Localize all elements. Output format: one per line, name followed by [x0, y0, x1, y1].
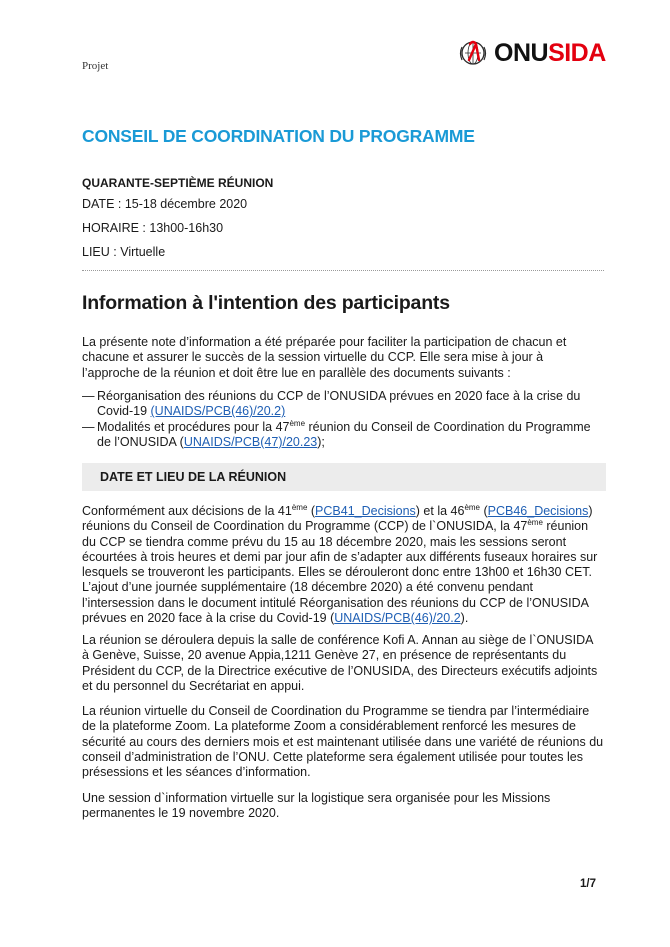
text-line: La réunion virtuelle du Conseil de Coordination du Programme se tiendra par l’intermédiaire — [82, 704, 590, 718]
text-line: réunion — [542, 519, 589, 534]
meeting-place: LIEU : Virtuelle — [82, 245, 166, 259]
onusida-logo — [456, 38, 606, 68]
document-list — [82, 389, 607, 450]
text-line: conseil d’administration de l’ONU. Cette plateforme sera également utilisée pour toutes les — [82, 749, 583, 764]
superscript: ème — [289, 418, 306, 428]
dash-marker: — — [82, 389, 95, 403]
list-item — [82, 389, 607, 420]
text-line: La présente note d’information a été préparée pour faciliter la participation de chacun et — [82, 335, 567, 349]
dotted-divider — [82, 270, 604, 271]
text-line: Modalités et procédures pour la 47 — [97, 419, 290, 434]
doc-link-pcb47-20-23[interactable]: UNAIDS/PCB(47)/20.23 — [183, 434, 318, 449]
text-line: présessions et les séances d’information. — [82, 765, 311, 780]
text-line: ) — [588, 504, 593, 518]
paragraph-briefing — [82, 791, 607, 822]
text-line: permanentes le 19 novembre 2020. — [82, 806, 280, 821]
superscript: ème — [291, 503, 308, 512]
draft-label: Projet — [82, 60, 109, 72]
text-line: de la plateforme Zoom. La plateforme Zoom a considérablement renforcé les mesures de — [82, 719, 576, 734]
text-line: du CCP se tiendra comme prévu du 15 au 18 décembre 2020, mais les sessions seront — [82, 534, 567, 549]
paragraph-decisions — [82, 504, 607, 626]
paragraph-venue — [82, 633, 607, 694]
pcb46-decisions-link[interactable]: PCB46_Decisions — [487, 504, 589, 518]
un-emblem-ribbon-icon — [456, 38, 490, 68]
pcb41-decisions-link[interactable]: PCB41_Decisions — [315, 504, 416, 518]
text-line: Réorganisation des réunions du CCP de l’ONUSIDA prévues en 2020 face à la crise du — [97, 389, 581, 403]
intro-paragraph — [82, 335, 607, 381]
section-title: DATE ET LIEU DE LA RÉUNION — [100, 470, 287, 484]
text-line: réunions du Conseil de Coordination du Programme (CCP) de l`ONUSIDA, la 47 — [82, 519, 528, 534]
doc-link-pcb46-20-2[interactable]: (UNAIDS/PCB(46)/20.2) — [150, 404, 286, 419]
text-line: chacune et assurer le succès de la session virtuelle du CCP. Elle sera mise à jour à — [82, 350, 544, 365]
text-line: Covid-19 — [97, 404, 151, 419]
superscript: ème — [464, 503, 480, 512]
text-line: l’approche de la réunion et doit être lue en parallèle des documents suivants : — [82, 365, 511, 380]
text-line: prévues en 2020 face à la crise du Covid-19 ( — [82, 611, 335, 626]
paragraph-zoom — [82, 704, 607, 780]
superscript: ème — [527, 518, 543, 528]
text-line: Une session d`information virtuelle sur la logistique sera organisée pour les Missions — [82, 791, 551, 805]
text-line: Président du CCP, de la Directrice exécutive de l’ONUSIDA, des Directeurs exécutifs adjoints — [82, 663, 598, 678]
dash-marker: — — [82, 419, 95, 434]
text-line: lesquels se trouveront les participants. Elles se dérouleront donc entre 13h00 et 16h30 CET. — [82, 565, 593, 580]
text-line: à Genève, Suisse, 20 avenue Appia,1211 Genève 27, en présence de représentants du — [82, 648, 567, 663]
doc-link-pcb46-20-2-body[interactable]: UNAIDS/PCB(46)/20.2 — [334, 611, 461, 626]
meeting-date: DATE : 15-18 décembre 2020 — [82, 197, 248, 211]
text-line: l’intersession dans le document intitulé Réorganisation des réunions du CCP de l’ONUSIDA — [82, 595, 589, 610]
council-title: CONSEIL DE COORDINATION DU PROGRAMME — [82, 126, 475, 146]
text-line: ). — [460, 611, 469, 626]
meeting-schedule: HORAIRE : 13h00-16h30 — [82, 221, 224, 235]
text-line: ( — [307, 504, 316, 518]
text-line: La réunion se déroulera depuis la salle de conférence Kofi A. Annan au siège de l`ONUSIDA — [82, 633, 594, 647]
text-line: Conformément aux décisions de la 41 — [82, 504, 292, 518]
text-line: de l’ONUSIDA ( — [97, 434, 184, 449]
logo-text-onu: ONU — [494, 39, 549, 67]
text-line: et du personnel du Secrétariat en appui. — [82, 678, 305, 693]
text-line: ) et la 46 — [415, 504, 465, 518]
text-line: L’ajout d’une journée supplémentaire (18 décembre 2020) a été convenu pendant — [82, 580, 534, 595]
page-number: 1/7 — [580, 878, 596, 890]
list-item — [82, 420, 607, 451]
text-line: ); — [317, 434, 325, 449]
text-line: ( — [480, 504, 488, 518]
text-line: sécurité au cours des derniers mois et est maintenant utilisée dans une variété de réunions du — [82, 734, 604, 749]
logo-text-sida: SIDA — [548, 39, 606, 67]
text-line: réunion du Conseil de Coordination du Programme — [305, 419, 591, 434]
text-line: écourtées à trois heures et demi par jour afin de s’adapter aux différents fuseaux horaires sur — [82, 549, 598, 564]
page-heading: Information à l'intention des participants — [82, 292, 450, 314]
meeting-number: QUARANTE-SEPTIÈME RÉUNION — [82, 176, 274, 190]
